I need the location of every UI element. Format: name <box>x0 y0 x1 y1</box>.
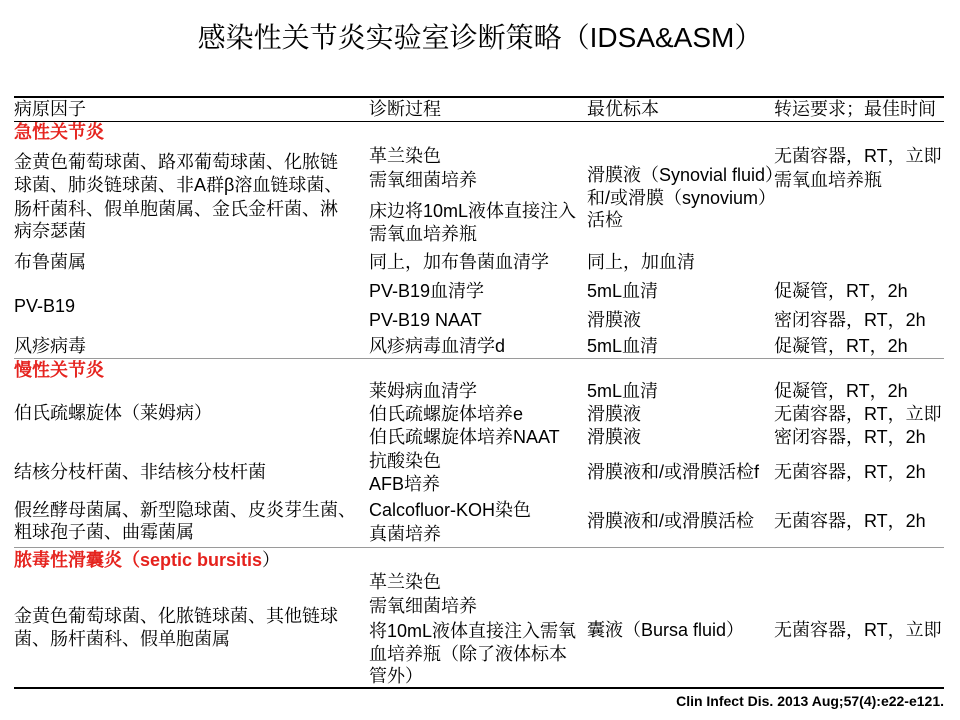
transport-line: 无菌容器，RT，2h <box>774 511 926 531</box>
diagnosis-line: 需氧血培养瓶 <box>369 224 477 244</box>
pathogen-line: PV-B19 <box>14 296 76 316</box>
pathogen-line: 肠杆菌科、假单胞菌属、金氏金杆菌、淋 <box>14 199 338 219</box>
transport-line: 密闭容器，RT，2h <box>774 427 926 447</box>
diagnosis-line: PV-B19血清学 <box>369 281 485 301</box>
diagnosis-line: 床边将10mL液体直接注入 <box>369 201 577 221</box>
header-specimen: 最优标本 <box>587 99 659 119</box>
transport-line: 促凝管，RT，2h <box>774 336 908 356</box>
slide-title: 感染性关节炎实验室诊断策略（IDSA&ASM） <box>197 22 763 53</box>
specimen-line: 滑膜液（Synovial fluid） <box>587 165 784 185</box>
citation: Clin Infect Dis. 2013 Aug;57(4):e22-e121. <box>676 693 944 709</box>
pathogen-line: 球菌、肺炎链球菌、非A群β溶血链球菌、 <box>14 175 343 195</box>
header-rule <box>14 121 944 122</box>
section-heading-chronic: 慢性关节炎 <box>14 360 104 380</box>
pathogen-line: 伯氏疏螺旋体（莱姆病） <box>14 403 212 423</box>
section-heading-acute: 急性关节炎 <box>14 122 104 142</box>
specimen-line: 同上，加血清 <box>587 252 695 272</box>
specimen-line: 活检 <box>587 210 623 230</box>
pathogen-line: 金黄色葡萄球菌、化脓链球菌、其他链球 <box>14 606 338 626</box>
section-divider <box>14 358 944 359</box>
diagnosis-line: Calcofluor-KOH染色 <box>369 500 532 520</box>
specimen-line: 滑膜液 <box>587 427 641 447</box>
diagnosis-line: 同上，加布鲁菌血清学 <box>369 252 549 272</box>
diagnosis-line: PV-B19 NAAT <box>369 310 482 330</box>
section-divider <box>14 547 944 548</box>
diagnosis-line: 血培养瓶（除了液体标本 <box>369 644 567 664</box>
specimen-line: 5mL血清 <box>587 281 659 301</box>
specimen-line: 和/或滑膜（synovium） <box>587 188 777 208</box>
diagnosis-line: 管外） <box>369 666 423 686</box>
transport-line: 需氧血培养瓶 <box>774 170 882 190</box>
specimen-line: 滑膜液和/或滑膜活检 <box>587 511 755 531</box>
transport-line: 密闭容器，RT，2h <box>774 310 926 330</box>
specimen-line: 滑膜液和/或滑膜活检f <box>587 462 760 482</box>
transport-line: 无菌容器，RT，立即 <box>774 146 942 166</box>
pathogen-line: 粗球孢子菌、曲霉菌属 <box>14 522 194 542</box>
transport-line: 无菌容器，RT，2h <box>774 462 926 482</box>
specimen-line: 滑膜液 <box>587 404 641 424</box>
diagnosis-line: AFB培养 <box>369 474 441 494</box>
section-heading-septic-bursitis <box>14 549 280 572</box>
diagnosis-line: 将10mL液体直接注入需氧 <box>369 621 577 641</box>
pathogen-line: 病奈瑟菌 <box>14 221 86 241</box>
table-bottom-rule <box>14 687 944 689</box>
diagnosis-line: 莱姆病血清学 <box>369 381 477 401</box>
pathogen-line: 金黄色葡萄球菌、路邓葡萄球菌、化脓链 <box>14 152 338 172</box>
pathogen-line: 菌、肠杆菌科、假单胞菌属 <box>14 629 230 649</box>
pathogen-line: 假丝酵母菌属、新型隐球菌、皮炎芽生菌、 <box>14 500 356 520</box>
section-heading-closing-paren: ） <box>262 550 281 570</box>
transport-line: 促凝管，RT，2h <box>774 381 908 401</box>
transport-line: 无菌容器，RT，立即 <box>774 620 942 640</box>
diagnosis-line: 抗酸染色 <box>369 451 441 471</box>
specimen-line: 5mL血清 <box>587 336 659 356</box>
pathogen-line: 布鲁菌属 <box>14 252 86 272</box>
pathogen-line: 风疹病毒 <box>14 336 86 356</box>
diagnosis-line: 伯氏疏螺旋体培养NAAT <box>369 427 560 447</box>
header-transport: 转运要求；最佳时间 <box>774 99 936 119</box>
diagnosis-line: 伯氏疏螺旋体培养e <box>369 404 524 424</box>
diagnosis-line: 风疹病毒血清学d <box>369 336 506 356</box>
specimen-line: 滑膜液 <box>587 310 641 330</box>
diagnosis-line: 需氧细菌培养 <box>369 596 477 616</box>
header-diagnosis: 诊断过程 <box>369 99 441 119</box>
diagnosis-line: 革兰染色 <box>369 146 441 166</box>
diagnosis-line: 需氧细菌培养 <box>369 170 477 190</box>
transport-line: 无菌容器，RT，立即 <box>774 404 942 424</box>
specimen-line: 5mL血清 <box>587 381 659 401</box>
specimen-line: 囊液（Bursa fluid） <box>587 620 745 640</box>
section-heading-label: 脓毒性滑囊炎（septic bursitis <box>14 550 263 570</box>
diagnosis-line: 真菌培养 <box>369 524 441 544</box>
header-pathogen: 病原因子 <box>14 99 86 119</box>
pathogen-line: 结核分枝杆菌、非结核分枝杆菌 <box>14 462 266 482</box>
transport-line: 促凝管，RT，2h <box>774 281 908 301</box>
diagnosis-line: 革兰染色 <box>369 572 441 592</box>
